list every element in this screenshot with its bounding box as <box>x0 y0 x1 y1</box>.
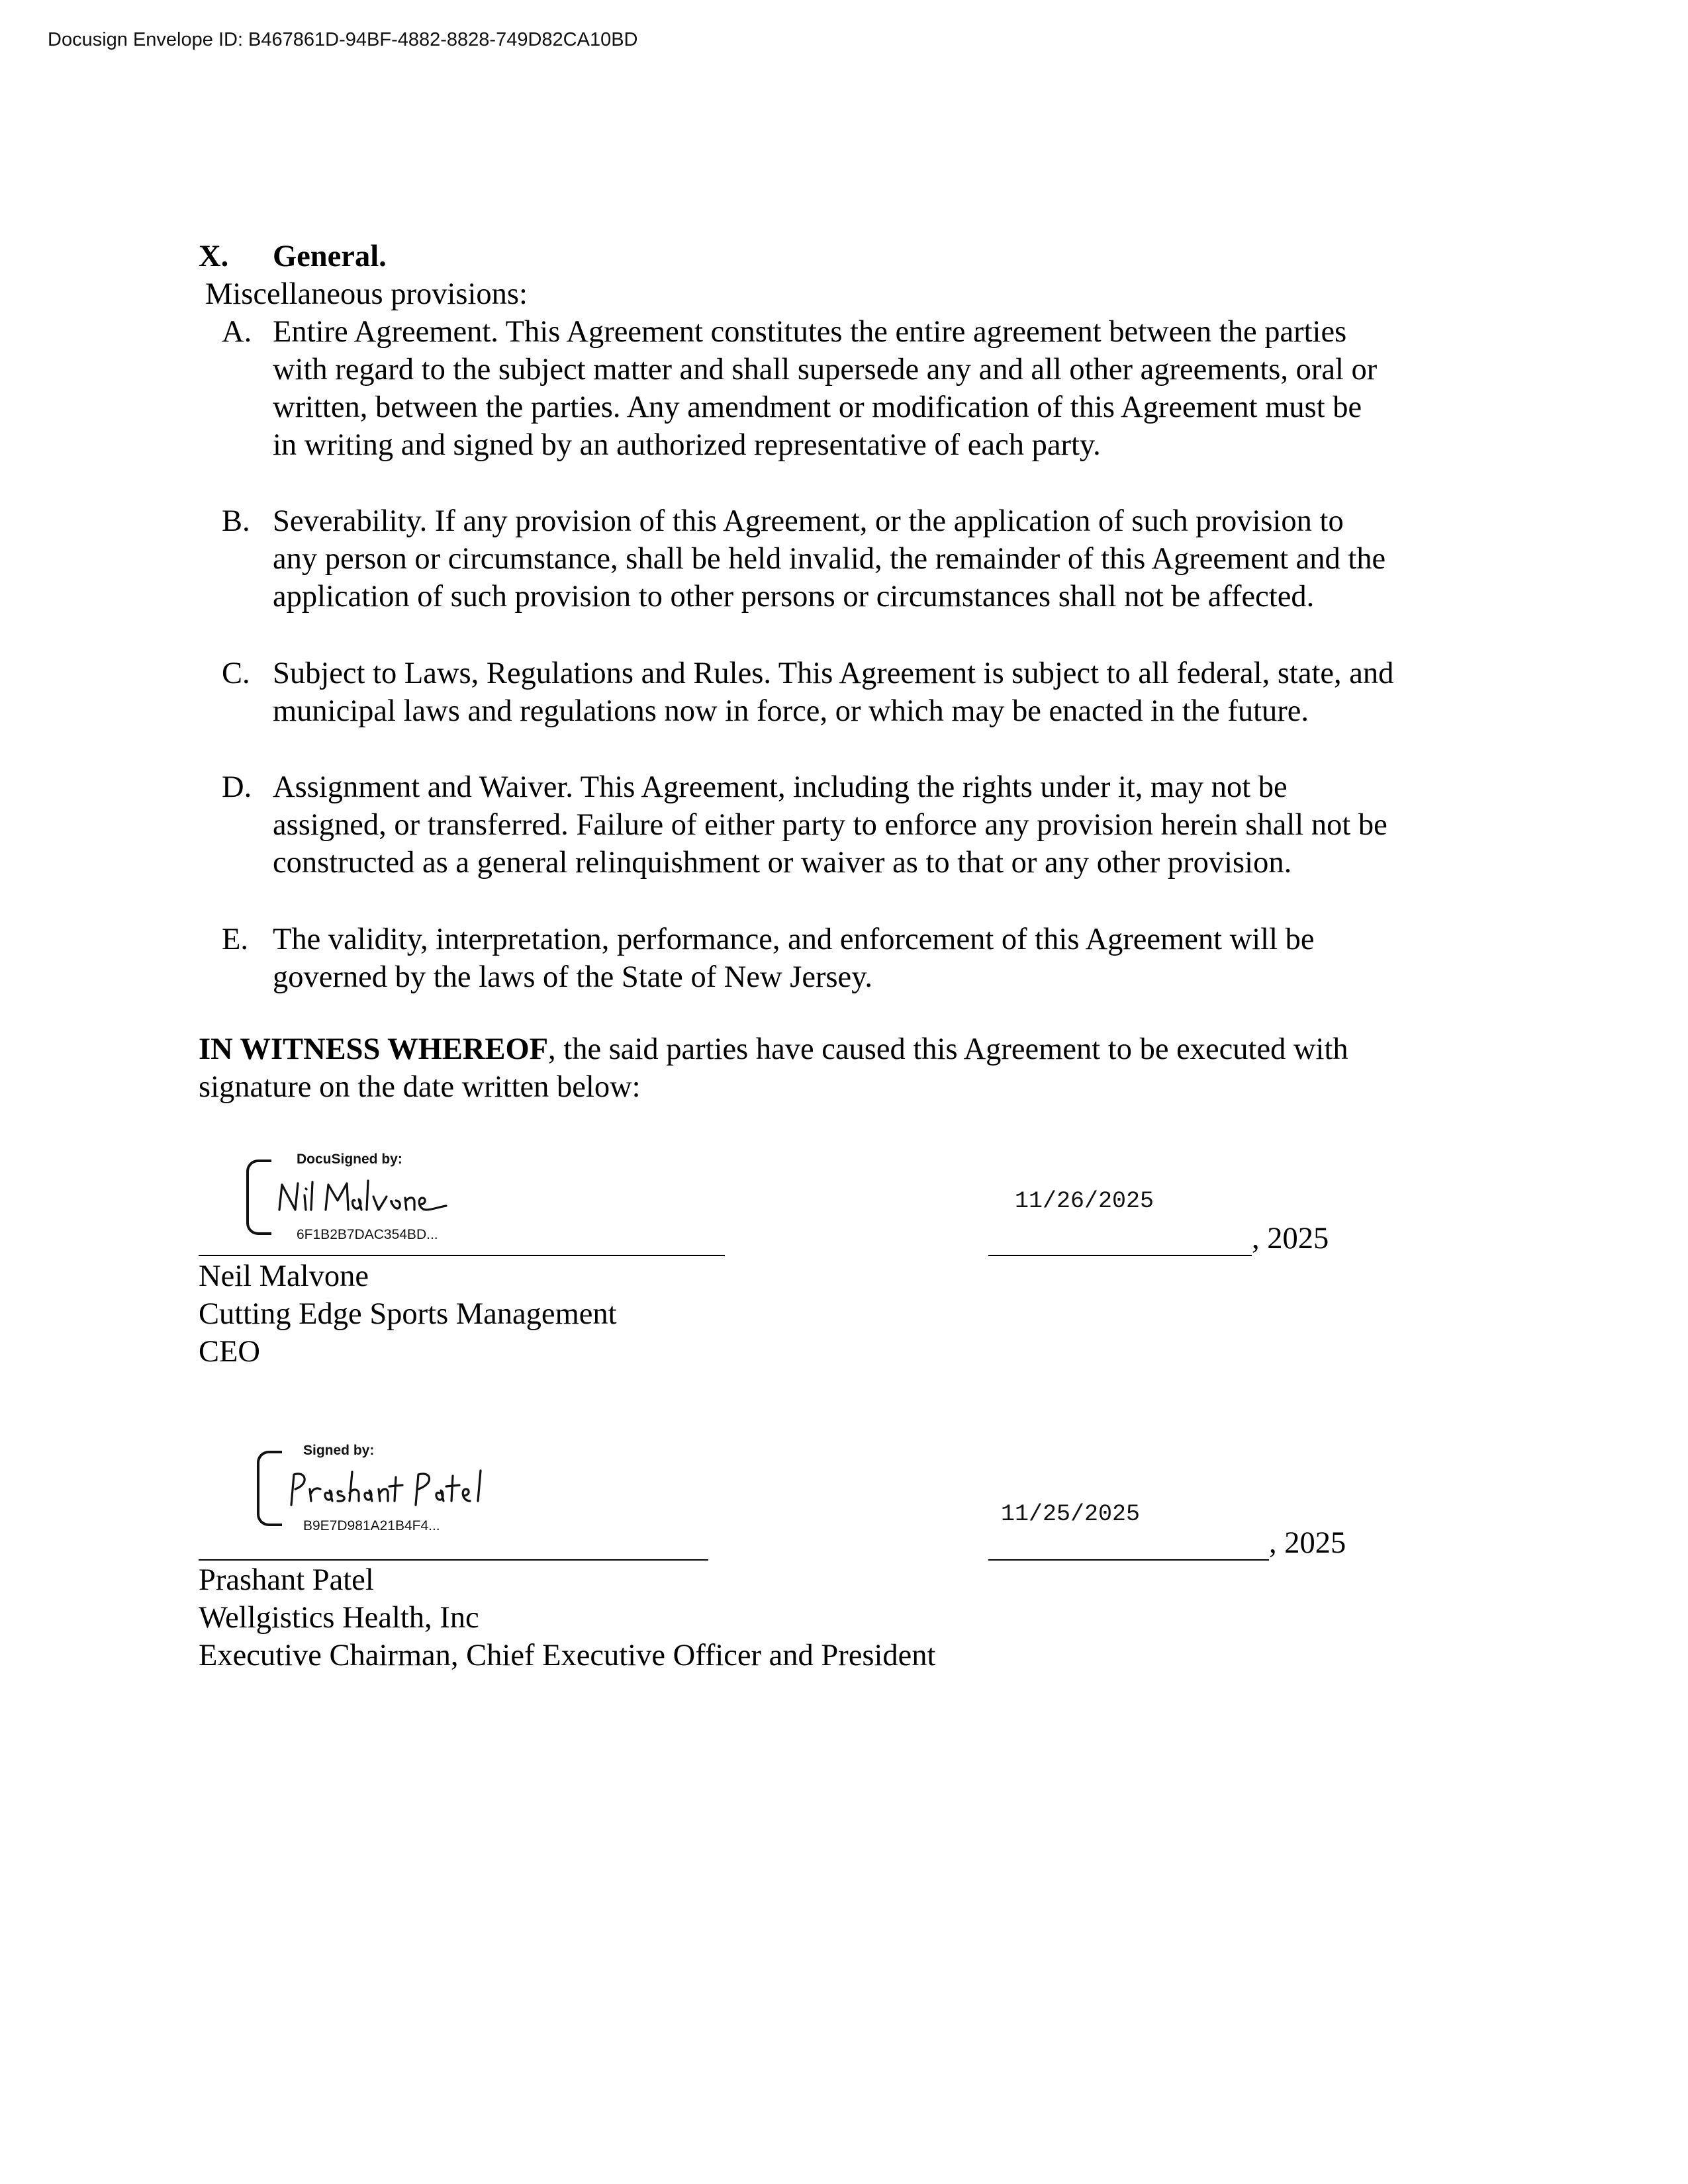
witness-clause <box>199 1030 1496 1106</box>
stamp-hash: B9E7D981A21B4F4... <box>299 1518 444 1534</box>
party-company: Wellgistics Health, Inc <box>199 1601 479 1635</box>
party-company: Cutting Edge Sports Management <box>199 1297 617 1331</box>
year-suffix: , 2025 <box>1252 1222 1329 1255</box>
stamp-label: Signed by: <box>299 1443 378 1459</box>
party-title: Executive Chairman, Chief Executive Officer and President <box>199 1639 936 1672</box>
signature-neil-malvone <box>273 1171 471 1224</box>
provision-e <box>222 921 1519 996</box>
provision-letter: A. <box>222 315 252 349</box>
provision-line: The validity, interpretation, performance, and enforcement of this Agreement will be <box>273 923 1315 956</box>
provision-b <box>222 502 1519 615</box>
party-name: Neil Malvone <box>199 1259 369 1293</box>
stamp-bracket <box>246 1160 271 1235</box>
witness-line: , the said parties have caused this Agreement to be executed with <box>548 1032 1348 1066</box>
provision-line: any person or circumstance, shall be held invalid, the remainder of this Agreement and the <box>273 542 1386 576</box>
signature-prashant-patel <box>283 1463 495 1516</box>
provision-c <box>222 655 1519 730</box>
provision-line: written, between the parties. Any amendment or modification of this Agreement must be <box>273 390 1362 424</box>
provision-line: Subject to Laws, Regulations and Rules. This Agreement is subject to all federal, state, and <box>273 657 1394 690</box>
docusign-stamp <box>257 1443 588 1535</box>
provision-letter: D. <box>222 770 252 804</box>
provision-line: Severability. If any provision of this Agreement, or the application of such provision to <box>273 504 1344 538</box>
party-block <box>199 1561 935 1674</box>
date-line <box>988 1559 1269 1561</box>
signed-date: 11/25/2025 <box>1001 1501 1141 1527</box>
provision-letter: C. <box>222 657 250 690</box>
stamp-label: DocuSigned by: <box>293 1152 406 1167</box>
section-number: X. <box>199 240 229 273</box>
provision-line: governed by the laws of the State of New Jersey. <box>273 960 873 994</box>
party-block <box>199 1257 617 1371</box>
docusign-stamp <box>246 1152 577 1244</box>
stamp-hash: 6F1B2B7DAC354BD... <box>293 1227 442 1243</box>
party-title: CEO <box>199 1335 260 1369</box>
section-title: General. <box>273 240 387 273</box>
signed-date: 11/26/2025 <box>1015 1188 1154 1214</box>
envelope-id: Docusign Envelope ID: B467861D-94BF-4882-8828-749D82CA10BD <box>48 29 638 50</box>
provision-line: with regard to the subject matter and shall supersede any and all other agreements, oral or <box>273 353 1378 387</box>
witness-line: signature on the date written below: <box>199 1070 641 1104</box>
provision-letter: E. <box>222 923 249 956</box>
stamp-bracket <box>257 1451 282 1526</box>
signature-line <box>199 1255 725 1256</box>
provision-d <box>222 768 1519 882</box>
section-heading <box>199 238 387 275</box>
date-line <box>988 1255 1252 1256</box>
year-suffix: , 2025 <box>1269 1526 1346 1560</box>
provision-line: assigned, or transferred. Failure of either party to enforce any provision herein shall not be <box>273 808 1387 842</box>
party-name: Prashant Patel <box>199 1563 374 1597</box>
provision-line: in writing and signed by an authorized representative of each party. <box>273 428 1101 462</box>
signature-line <box>199 1559 708 1561</box>
provision-line: municipal laws and regulations now in force, or which may be enacted in the future. <box>273 694 1309 728</box>
provision-line: application of such provision to other persons or circumstances shall not be affected. <box>273 580 1315 614</box>
witness-bold: IN WITNESS WHEREOF <box>199 1032 549 1066</box>
provision-line: constructed as a general relinquishment or waiver as to that or any other provision. <box>273 846 1292 880</box>
provision-a <box>222 313 1519 464</box>
provision-line: Entire Agreement. This Agreement constitutes the entire agreement between the parties <box>273 315 1347 349</box>
provision-letter: B. <box>222 504 250 538</box>
provision-line: Assignment and Waiver. This Agreement, including the rights under it, may not be <box>273 770 1288 804</box>
intro-text: Miscellaneous provisions: <box>205 277 528 311</box>
